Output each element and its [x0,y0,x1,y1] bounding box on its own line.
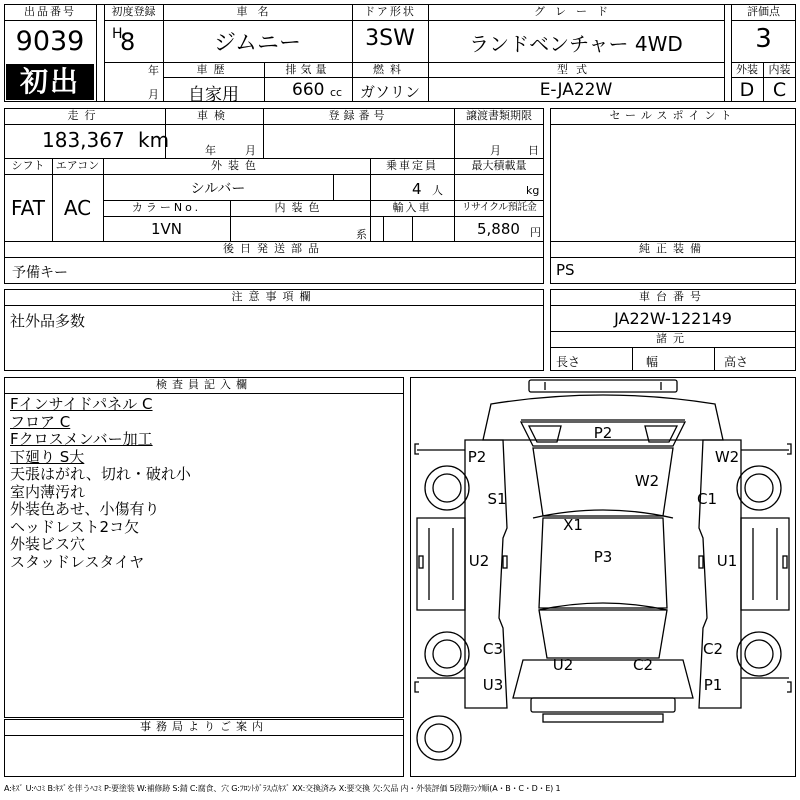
remark-line: ヘッドレスト2コ欠 [10,517,140,536]
length-label: 長さ [556,355,581,369]
month-unit: 月 [148,88,159,101]
sales-point-box [550,108,796,242]
fuel-label: 燃料 [373,63,407,76]
inspection-month-unit: 月 [245,144,256,157]
office-label: 事務局よりご案内 [140,720,268,733]
mark-p1: P1 [703,676,723,694]
mark-u1: U1 [716,552,738,570]
cc-unit: cc [330,86,343,99]
chassis-number: JA22W-122149 [614,309,732,328]
era-prefix: H [112,26,123,42]
inspection-year-unit: 年 [205,144,216,157]
kei-unit: 系 [356,228,367,241]
transfer-day-unit: 日 [528,144,539,157]
max-load-label: 最大積載量 [471,159,527,172]
mark-u2-rear: U2 [552,656,574,674]
color-number: 1VN [150,220,183,238]
displacement-label: 排気量 [285,63,331,76]
height-label: 高さ [724,355,749,369]
mark-c1: C1 [696,490,718,508]
mark-p3: P3 [593,548,613,566]
notes-label: 注意事項欄 [231,290,317,303]
specs-label: 諸元 [656,332,690,345]
km-unit: km [138,128,170,152]
remark-line: 下廻り S大 [10,447,85,466]
history-label: 車歴 [196,63,231,76]
exterior-grade: D [739,79,755,101]
grade-label: グレード [534,5,618,18]
recycle-fee: 5,880 [477,220,520,238]
car-name-label: 車名 [236,5,279,18]
persons-unit: 人 [432,184,443,197]
score-label: 評価点 [747,5,780,18]
car-damage-diagram [410,377,796,777]
mark-p2-left: P2 [467,448,487,466]
mark-w2-right: W2 [714,448,740,466]
grade: ランドベンチャー 4WD [469,32,683,56]
genuine-equipment: PS [556,261,575,279]
remark-line: Fクロスメンバー加工 [10,430,153,448]
displacement: 660 [292,80,325,100]
color-no-label: カラーNo. [131,201,202,214]
sales-point-label: セールスポイント [609,109,737,122]
mark-w2: W2 [634,472,660,490]
door-label: ドア形状 [364,5,416,18]
remark-line: フロア C [10,412,71,431]
legend-footer: A:ｷｽﾞ U:ﾍｺﾐ B:ｷｽﾞを伴うﾍｺﾐ P:要塗装 W:補修跡 S:錆 C:腐食、穴 G:ﾌﾛﾝﾄｶﾞﾗｽ点ｷｽﾞ XX:交換済み X:要交換 欠:欠品 内・外装評価 5段階ﾗﾝｸ順(A・B・C・D・E) 1 [4,784,561,793]
import-label: 輸入車 [392,201,432,214]
model-code-label: 型式 [557,63,595,76]
kg-unit: kg [526,184,540,197]
mark-s1: S1 [487,490,507,508]
remark-line: スタッドレスタイヤ [10,552,145,571]
interior-grade-label: 内装 [768,63,791,76]
exterior-color: シルバー [190,181,246,197]
mark-x1: X1 [563,516,583,534]
transfer-deadline-label: 譲渡書類期限 [466,109,532,122]
ext-color-label: 外装色 [211,159,262,172]
aircon-label: エアコン [55,159,100,172]
chassis-no-label: 車台番号 [639,290,707,303]
door-type: 3SW [365,26,415,51]
int-color-label: 内装色 [274,201,326,214]
fuel: ガソリン [359,83,420,101]
vehicle-history: 自家用 [188,85,239,105]
score: 3 [755,24,772,54]
mileage: 183,367 [42,128,125,152]
width-label: 幅 [646,355,659,369]
remark-line: Fインサイドパネル C [10,395,153,413]
car-outline-svg [411,378,795,776]
reg-no-label: 登録番号 [328,109,389,122]
capacity: 4 [412,180,422,198]
later-parts-label: 後日発送部品 [223,242,325,255]
model-code: E-JA22W [539,80,613,100]
remark-line: 室内薄汚れ [10,482,86,501]
later-parts: 予備キー [12,265,68,281]
first-reg-label: 初度登録 [111,5,156,18]
exterior-grade-label: 外装 [736,63,758,76]
year-unit: 年 [148,64,159,77]
remark-line: 天張はがれ、切れ・破れ小 [10,465,191,483]
mark-u3: U3 [482,676,504,694]
mark-c3: C3 [482,640,504,658]
inspection-label: 車検 [197,109,231,122]
transfer-month-unit: 月 [490,144,501,157]
mark-c2-right: C2 [702,640,724,658]
mileage-label: 走行 [67,109,102,122]
remark-line: 外装ビス穴 [10,535,86,553]
recycle-label: リサイクル預託金 [461,202,537,213]
shift: FAT [10,196,45,220]
shift-label: シフト [11,159,45,172]
interior-grade: C [772,79,787,101]
lot-number: 9039 [15,26,85,57]
notes: 社外品多数 [10,312,86,330]
lot-no-label: 出品番号 [24,5,76,18]
first-listing-badge: 初出品 [6,64,94,100]
yen-unit: 円 [530,226,541,239]
registration-year: 8 [120,28,136,56]
inspector-label: 検査員記入欄 [156,378,252,391]
car-name: ジムニー [213,31,302,56]
capacity-label: 乗車定員 [386,159,438,172]
mark-p2-roof: P2 [593,424,613,442]
mark-u2-left: U2 [468,552,490,570]
remark-line: 外装色あせ、小傷有り [10,500,160,518]
genuine-label: 純正装備 [639,242,707,255]
aircon: AC [63,196,92,220]
mark-c2-rear: C2 [632,656,654,674]
